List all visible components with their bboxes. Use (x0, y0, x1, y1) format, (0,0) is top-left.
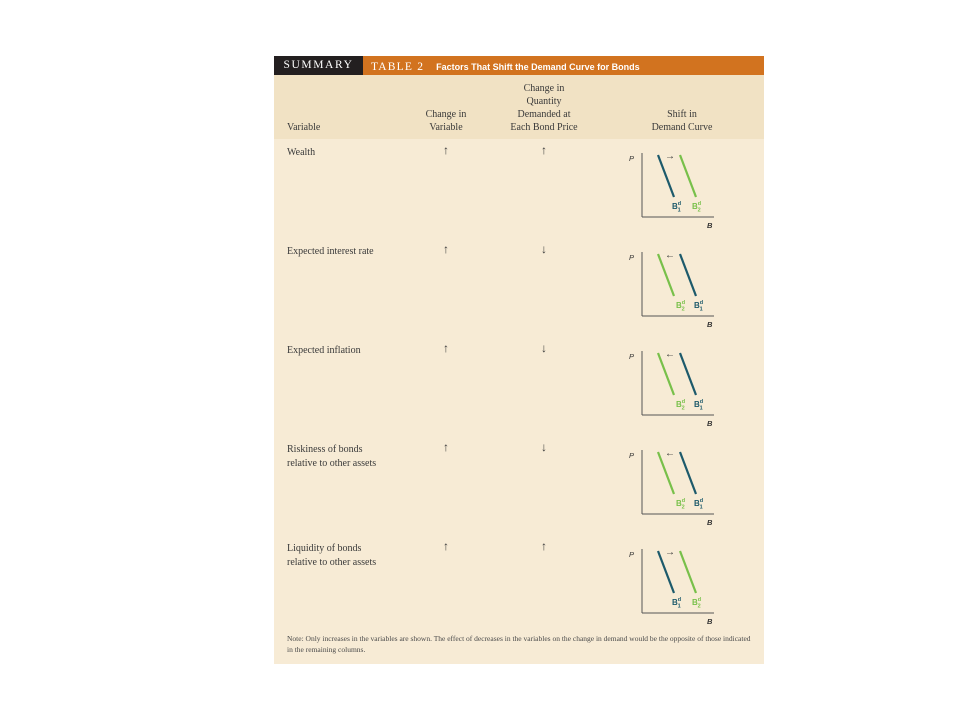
curve-label-b1: $B^d$ 1 (672, 201, 682, 214)
change-in-quantity-arrow: ↓ (541, 440, 547, 454)
demand-shift-diagram (626, 343, 722, 431)
table-title-strip (363, 56, 764, 75)
curve-label-b1: $B^d$ 1 (694, 399, 704, 412)
demand-curve-b1 (680, 452, 696, 494)
demand-shift-diagram (626, 541, 722, 629)
summary-table (274, 56, 764, 664)
change-in-variable-arrow: ↑ (443, 341, 449, 355)
curve-label-b1: $B^d$ 1 (694, 498, 704, 511)
price-axis-label: P (629, 154, 635, 163)
demand-curve-b2 (680, 551, 696, 593)
quantity-axis-label: B (707, 419, 713, 428)
change-in-variable-arrow: ↑ (443, 242, 449, 256)
price-axis-label: P (629, 253, 635, 262)
demand-curve-b2 (680, 155, 696, 197)
variable-label: Wealth (287, 147, 316, 158)
price-axis-label: P (629, 352, 635, 361)
table-row (274, 436, 764, 535)
demand-shift-svg (626, 541, 722, 629)
curve-label-b2: $B^d$ 2 (676, 399, 686, 412)
variable-label: Expected inflation (287, 345, 361, 356)
column-header-change-in-variable: Change in Variable (425, 109, 467, 133)
column-header-shift: Shift in Demand Curve (651, 109, 713, 133)
demand-curve-b1 (680, 254, 696, 296)
change-in-variable-arrow: ↑ (443, 440, 449, 454)
table-number: TABLE 2 (371, 61, 425, 73)
demand-shift-svg (626, 442, 722, 530)
table-title-bar (274, 56, 764, 75)
curve-label-b2: $B^d$ 2 (676, 300, 686, 313)
table-title: Factors That Shift the Demand Curve for Bonds (436, 62, 640, 72)
column-header-row (274, 75, 764, 139)
variable-label: Riskiness of bonds relative to other assets (287, 444, 377, 469)
variable-label: Liquidity of bonds relative to other assets (287, 543, 377, 568)
variable-label: Expected interest rate (287, 246, 374, 257)
demand-shift-svg (626, 145, 722, 233)
curve-label-b2: $B^d$ 2 (676, 498, 686, 511)
demand-shift-diagram (626, 244, 722, 332)
change-in-quantity-arrow: ↑ (541, 539, 547, 553)
demand-shift-svg (626, 343, 722, 431)
shift-direction-arrow: ← (665, 349, 675, 360)
demand-shift-svg (626, 244, 722, 332)
price-axis-label: P (629, 451, 635, 460)
change-in-variable-arrow: ↑ (443, 539, 449, 553)
quantity-axis-label: B (707, 617, 713, 626)
quantity-axis-label: B (707, 320, 713, 329)
curve-label-b2: $B^d$ 2 (692, 597, 702, 610)
table-row (274, 139, 764, 238)
table-row (274, 238, 764, 337)
change-in-variable-arrow: ↑ (443, 143, 449, 157)
shift-direction-arrow: → (665, 151, 675, 162)
price-axis-label: P (629, 550, 635, 559)
curve-label-b1: $B^d$ 1 (694, 300, 704, 313)
quantity-axis-label: B (707, 518, 713, 527)
demand-curve-b1 (680, 353, 696, 395)
column-header-change-in-quantity: Change in Quantity Demanded at Each Bond Price (510, 83, 578, 133)
table-row (274, 535, 764, 634)
demand-shift-diagram (626, 145, 722, 233)
shift-direction-arrow: ← (665, 448, 675, 459)
summary-label: SUMMARY (274, 56, 363, 75)
table-note: Note: Only increases in the variables are shown. The effect of decreases in the variables on the change in demand would be the opposite of those indicated in the remaining columns. (287, 634, 751, 654)
change-in-quantity-arrow: ↓ (541, 242, 547, 256)
demand-shift-diagram (626, 442, 722, 530)
curve-label-b2: $B^d$ 2 (692, 201, 702, 214)
quantity-axis-label: B (707, 221, 713, 230)
change-in-quantity-arrow: ↑ (541, 143, 547, 157)
curve-label-b1: $B^d$ 1 (672, 597, 682, 610)
shift-direction-arrow: ← (665, 250, 675, 261)
column-header-variable: Variable (287, 122, 321, 133)
shift-direction-arrow: → (665, 547, 675, 558)
change-in-quantity-arrow: ↓ (541, 341, 547, 355)
table-row (274, 337, 764, 436)
